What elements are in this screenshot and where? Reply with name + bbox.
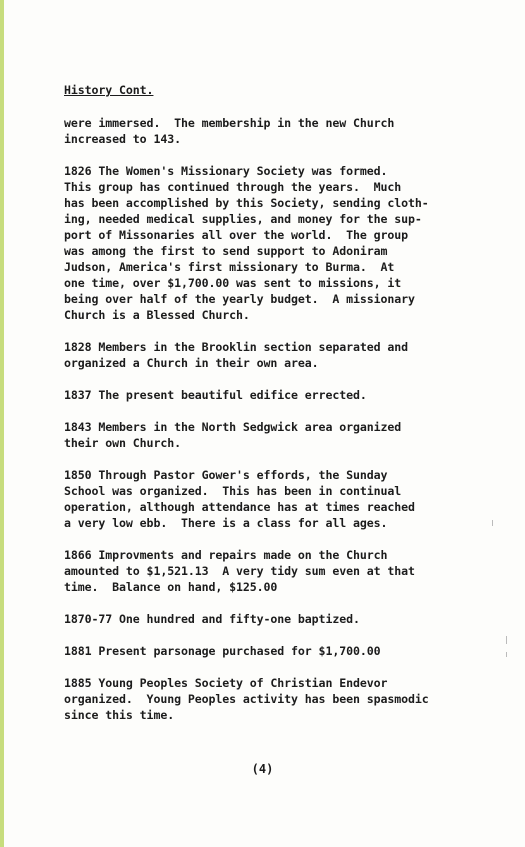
text-line: 1843 Members in the North Sedgwick area organized: [64, 420, 402, 434]
scan-speck: [506, 652, 507, 657]
text-line: 1885 Young Peoples Society of Christian Endevor: [64, 676, 388, 690]
text-line: Church is a Blessed Church.: [64, 308, 250, 322]
text-line: School was organized. This has been in continual: [64, 484, 402, 498]
text-line: since this time.: [64, 708, 175, 722]
text-line: ing, needed medical supplies, and money for the sup-: [64, 212, 422, 226]
paragraph: [64, 387, 500, 403]
text-line: time. Balance on hand, $125.00: [64, 580, 278, 594]
text-line: a very low ebb. There is a class for all ages.: [64, 516, 388, 530]
paragraph: [64, 115, 500, 147]
text-line: was among the first to send support to Adoniram: [64, 244, 388, 258]
text-line: operation, although attendance has at times reached: [64, 500, 415, 514]
text-line: 1828 Members in the Brooklin section separated and: [64, 340, 409, 354]
text-line: amounted to $1,521.13 A very tidy sum even at that: [64, 564, 415, 578]
text-line: increased to 143.: [64, 132, 181, 146]
paragraph-list: [64, 115, 500, 723]
text-line: being over half of the yearly budget. A missionary: [64, 292, 415, 306]
paragraph: [64, 467, 500, 531]
text-line: port of Missonaries all over the world. The group: [64, 228, 409, 242]
paragraph: [64, 339, 500, 371]
text-line: Judson, America's first missionary to Burma. At: [64, 260, 395, 274]
paragraph: [64, 419, 500, 451]
paragraph: [64, 611, 500, 627]
text-line: their own Church.: [64, 436, 181, 450]
text-line: 1881 Present parsonage purchased for $1,700.00: [64, 644, 381, 658]
text-line: were immersed. The membership in the new Church: [64, 116, 395, 130]
text-line: 1870-77 One hundred and fifty-one baptized.: [64, 612, 360, 626]
paragraph: [64, 643, 500, 659]
text-line: 1866 Improvments and repairs made on the Church: [64, 548, 388, 562]
document-body: [64, 82, 500, 739]
text-line: has been accomplished by this Society, sending cloth-: [64, 196, 429, 210]
paragraph: [64, 547, 500, 595]
scan-speck: [506, 636, 507, 644]
paragraph: [64, 675, 500, 723]
paragraph: [64, 163, 500, 323]
text-line: 1850 Through Pastor Gower's effords, the Sunday: [64, 468, 388, 482]
scan-speck: [492, 520, 493, 526]
section-heading: History Cont.: [64, 83, 154, 97]
text-line: one time, over $1,700.00 was sent to missions, it: [64, 276, 402, 290]
text-line: organized a Church in their own area.: [64, 356, 319, 370]
text-line: organized. Young Peoples activity has been spasmodic: [64, 692, 429, 706]
text-line: 1826 The Women's Missionary Society was formed.: [64, 164, 388, 178]
text-line: 1837 The present beautiful edifice errected.: [64, 388, 367, 402]
page-number: (4): [251, 762, 274, 776]
text-line: This group has continued through the years. Much: [64, 180, 402, 194]
